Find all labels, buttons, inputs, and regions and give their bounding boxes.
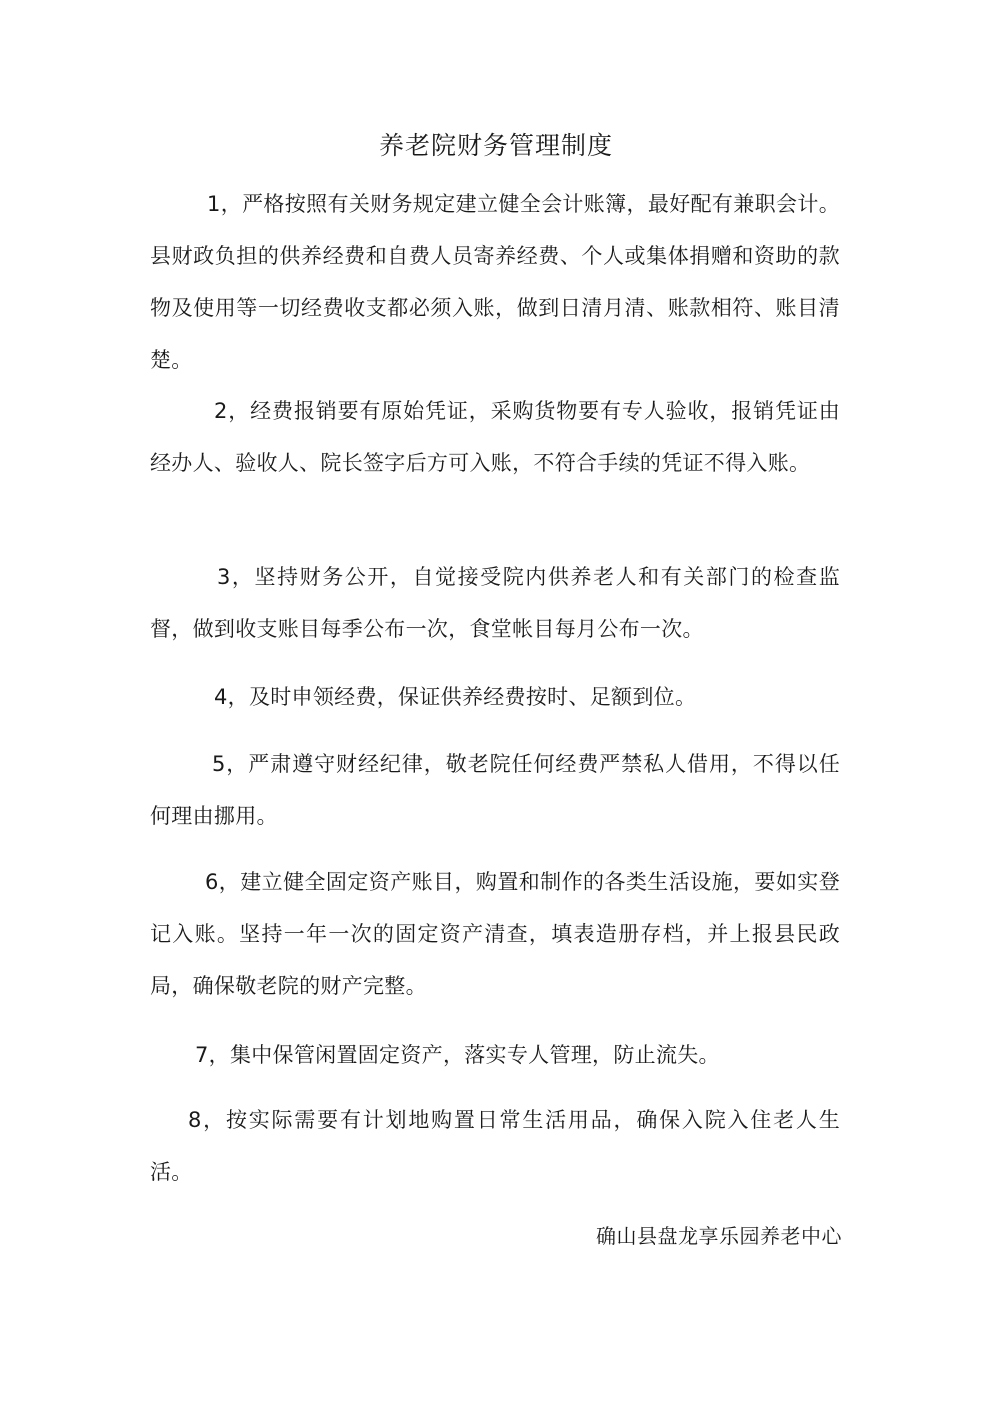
paragraph-2: 2，经费报销要有原始凭证，采购货物要有专人验收，报销凭证由经办人、验收人、院长签字后方可入账，不符合手续的凭证不得入账。	[150, 399, 840, 475]
paragraph-7: 7，集中保管闲置固定资产，落实专人管理，防止流失。	[195, 1043, 720, 1067]
paragraph-3: 3，坚持财务公开，自觉接受院内供养老人和有关部门的检查监督，做到收支账目每季公布一次，食堂帐目每月公布一次。	[150, 565, 840, 641]
signature-organization: 确山县盘龙享乐园养老中心	[596, 1224, 842, 1248]
document-title: 养老院财务管理制度	[378, 131, 613, 160]
paragraph-8: 8，按实际需要有计划地购置日常生活用品，确保入院入住老人生活。	[150, 1108, 840, 1184]
paragraph-5: 5，严肃遵守财经纪律，敬老院任何经费严禁私人借用，不得以任何理由挪用。	[150, 752, 840, 828]
paragraph-6: 6，建立健全固定资产账目，购置和制作的各类生活设施，要如实登记入账。坚持一年一次的固定资产清查，填表造册存档，并上报县民政局，确保敬老院的财产完整。	[150, 870, 840, 998]
paragraph-1: 1，严格按照有关财务规定建立健全会计账簿，最好配有兼职会计。县财政负担的供养经费和自费人员寄养经费、个人或集体捐赠和资助的款物及使用等一切经费收支都必须入账，做到日清月清、账款相符、账目清楚。	[150, 192, 840, 372]
paragraph-4: 4，及时申领经费，保证供养经费按时、足额到位。	[214, 685, 697, 709]
